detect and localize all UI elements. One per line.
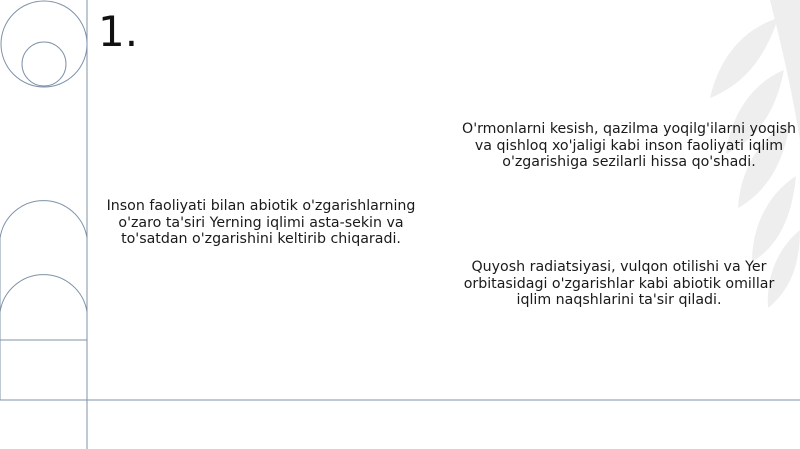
paragraph-abiotic-factors: Quyosh radiatsiyasi, vulqon otilishi va Yer orbitasidagi o'zgarishlar kabi abiotik omillar iqlim naqshlarini ta'sir qiladi. [463,259,775,308]
paragraph-interaction: Inson faoliyati bilan abiotik o'zgarishlarning o'zaro ta'siri Yerning iqlimi asta-sekin va to'satdan o'zgarishini keltirib chiqaradi. [106,198,416,247]
slide-number: 1. [98,7,139,56]
paragraph-human-activity: O'rmonlarni kesish, qazilma yoqilg'ilarni yoqish va qishloq xo'jaligi kabi inson faoliyati iqlim o'zgarishiga sezilarli hissa qo'shadi. [462,121,796,170]
